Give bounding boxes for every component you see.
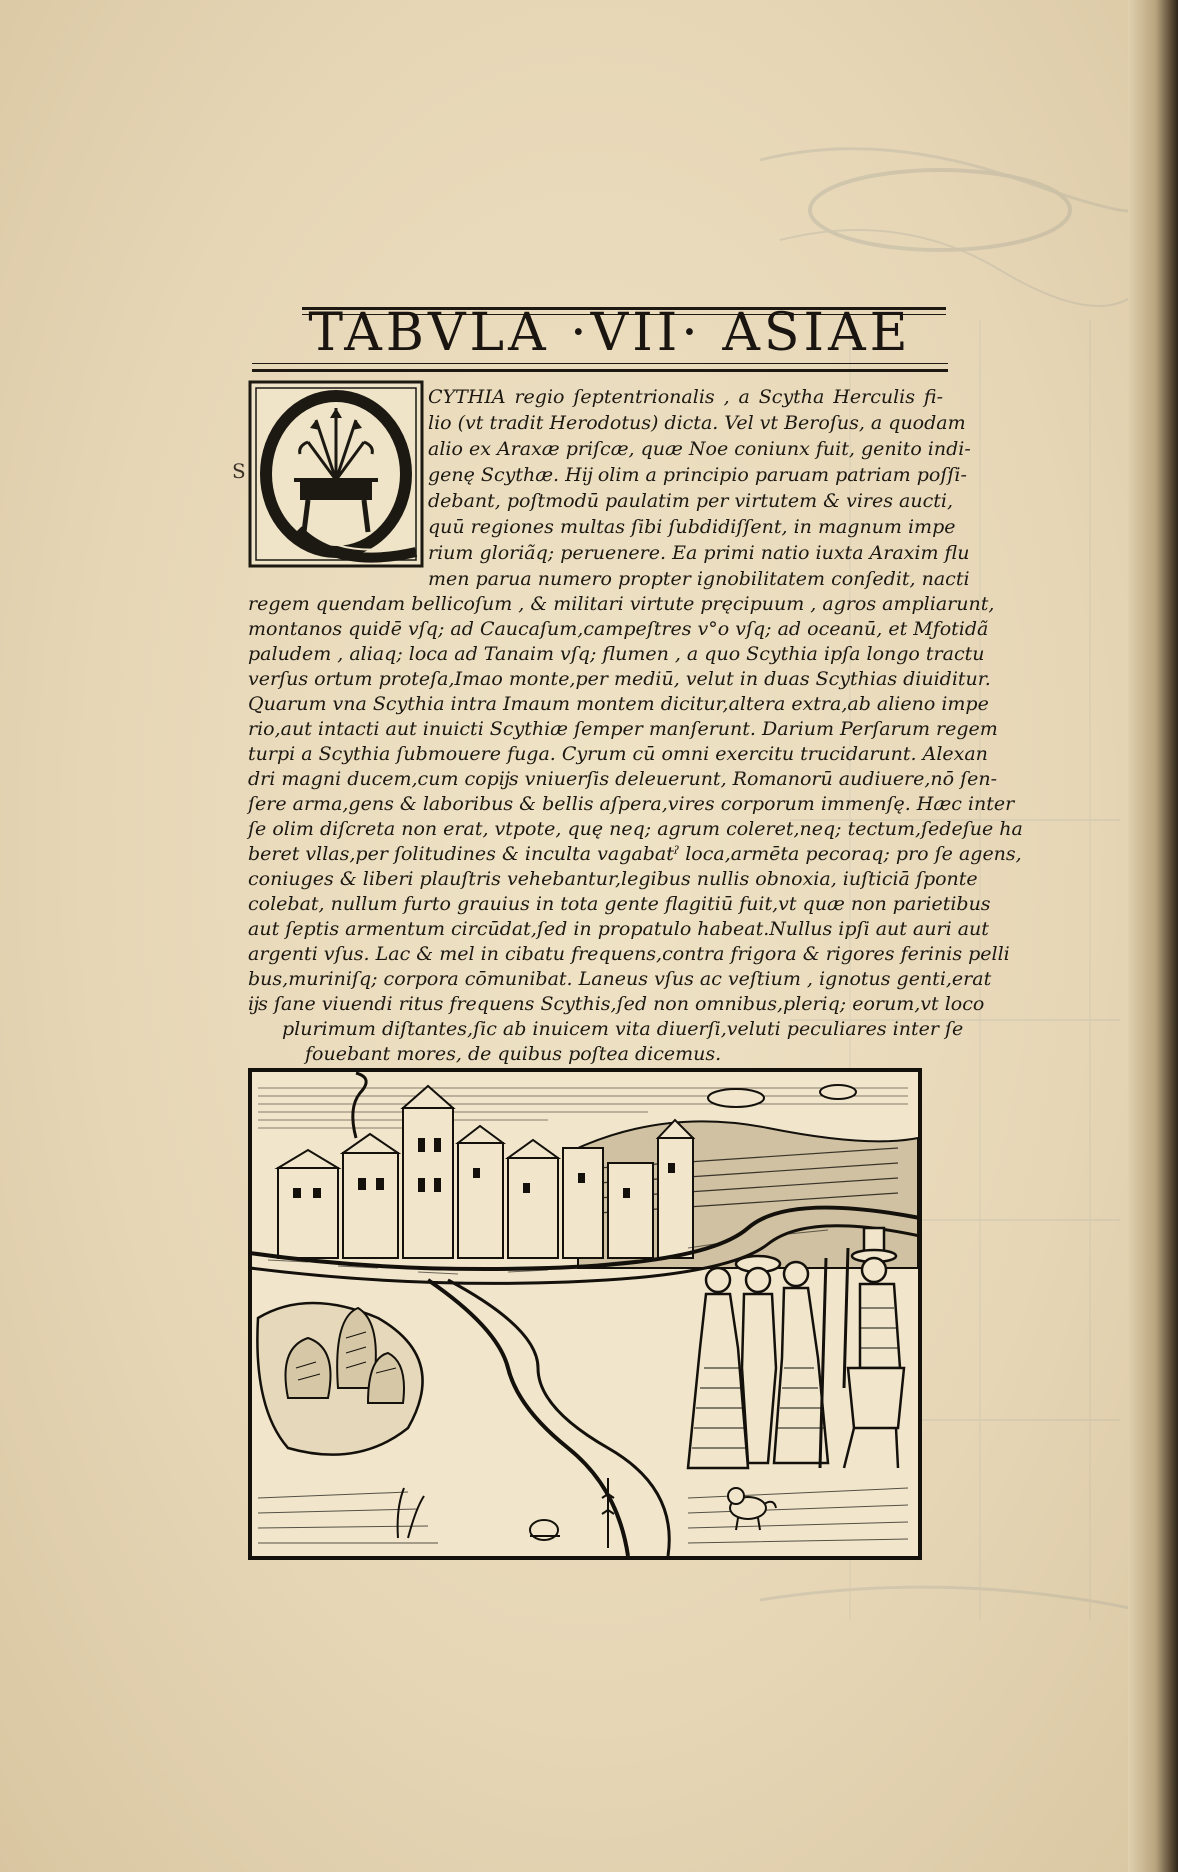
text-line: men parua numero propter ignobilitatem conſedit, nacti [428,568,970,590]
text-line: alio ex Araxæ priſcæ, quæ Noe coniunx fuit, genito indi- [428,438,971,460]
margin-letter: S [232,459,246,483]
text-line: bus,muriniſq; corpora cōmunibat. Laneus vſus ac veſtium , ignotus genti,erat [248,968,992,990]
text-line: Quarum vna Scythia intra Imaum montem dicitur,altera extra,ab alieno impe [248,693,989,715]
title-rule-bottom [252,369,948,372]
text-line: genę Scythæ. Hĳ olim a principio paruam patriam poſſi- [428,464,967,486]
page-title: TABVLA ·VII· ASIAE [308,303,912,363]
decorated-initial-letter [248,380,424,568]
text-line: paludem , aliaq; loca ad Tanaim vſq; flumen , a quo Scythia ipſa longo tractu [248,643,985,665]
text-line: rio,aut intacti aut inuicti Scythiæ ſemper manſerunt. Darium Perſarum regem [248,718,998,740]
text-line: montanos quidē vſq; ad Caucaſum,campeſtres v°o vſq; ad oceanū, et Mƒotidã [248,618,989,640]
text-line: fouebant mores, de quibus poſtea dicemus. [305,1043,722,1065]
text-line: rium gloriãq; peruenere. Ea primi natio iuxta Araxim flu [428,542,970,564]
text-line: ſere arma,gens & laboribus & bellis aſpera,vires corporum immenſę. Hæc inter [248,793,1015,815]
text-line: plurimum diſtantes,ſic ab inuicem vita diuerſi,veluti peculiares inter ſe [282,1018,964,1040]
text-line: ĳs ſane viuendi ritus frequens Scythis,ſed non omnibus,pleriq; eorum,vt loco [248,993,985,1015]
text-line: beret vllas,per ſolitudines & inculta vagabatˀ loca,armēta pecoraq; pro ſe agens, [248,843,1022,865]
text-line: CYTHIA regio ſeptentrionalis , a Scytha Herculis fi- [428,386,943,408]
woodcut-illustration [248,1068,922,1560]
text-line: lio (vt tradit Herodotus) dicta. Vel vt Beroſus, a quodam [428,412,966,434]
text-line: aut ſeptis armentum circūdat,ſed in propatulo habeat.Nullus ipſi aut auri aut [248,918,989,940]
page-binding-edge [1128,0,1178,1872]
text-line: coniuges & liberi plauſtris vehebantur,legibus nullis obnoxia, iuſticiā ſponte [248,868,978,890]
text-line: turpi a Scythia ſubmouere fuga. Cyrum cū omni exercitu trucidarunt. Alexan [248,743,988,765]
text-line: debant, poſtmodū paulatim per virtutem & vires aucti, [428,490,953,512]
text-line: regem quendam bellicoſum , & militari virtute pręcipuum , agros ampliarunt, [248,593,995,615]
text-line: argenti vſus. Lac & mel in cibatu frequens,contra frigora & rigores ferinis pelli [248,943,1010,965]
text-line: ſe olim diſcreta non erat, vtpote, quę neq; agrum coleret,neq; tectum,ſedeſue ha [248,818,1023,840]
text-line: colebat, nullum furto grauius in tota gente flagitiū fuit,vt quæ non parietibus [248,893,991,915]
title-rule-bottom-thin [252,363,948,364]
text-line: verſus ortum proteſa,Imao monte,per mediū, velut in duas Scythias diuiditur. [248,668,991,690]
text-line: dri magni ducem,cum copĳs vniuerſis deleuerunt, Romanorū audiuere,nō ſen- [248,768,998,790]
text-line: quū regiones multas ſibi ſubdidiſſent, in magnum impe [428,516,956,538]
